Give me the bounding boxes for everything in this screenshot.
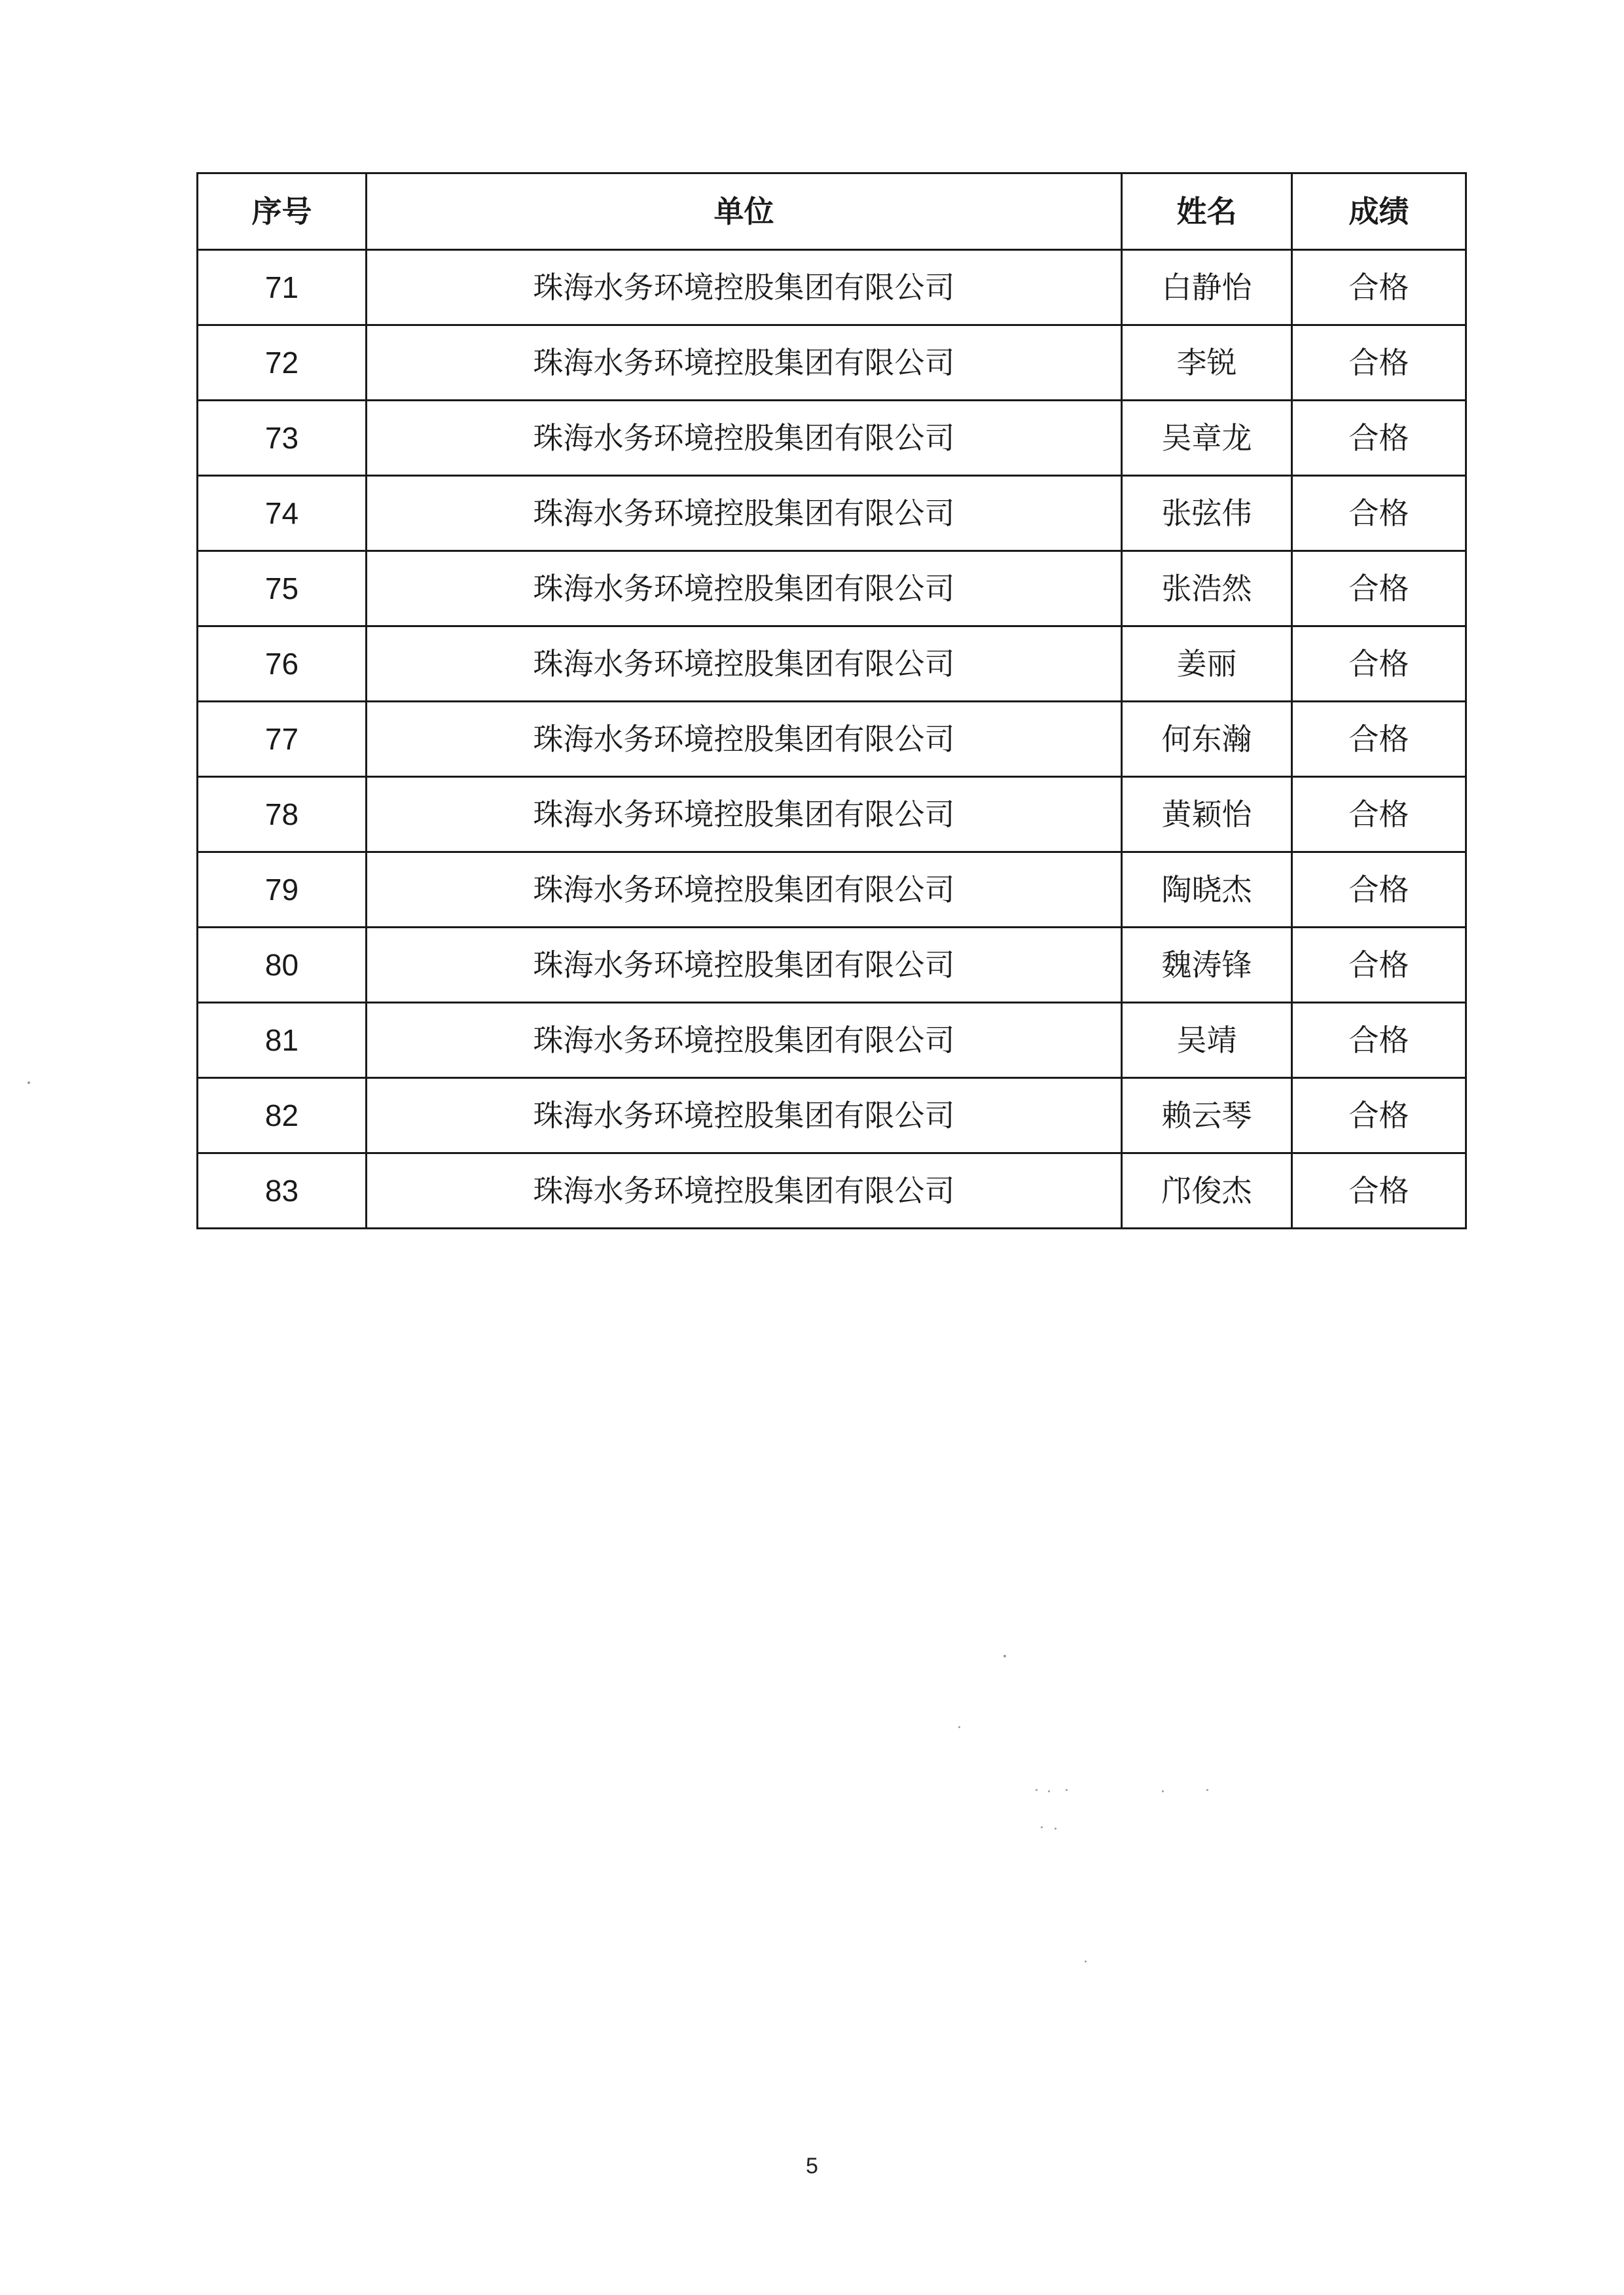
table-row (198, 852, 1466, 928)
row-result: 合格 (1292, 325, 1466, 401)
row-unit: 珠海水务环境控股集团有限公司 (367, 1078, 1122, 1153)
table-row (198, 928, 1466, 1003)
scan-speck (1055, 1828, 1056, 1830)
row-index: 77 (198, 702, 367, 777)
row-name: 张弦伟 (1122, 476, 1292, 551)
row-name: 陶晓杰 (1122, 852, 1292, 928)
row-name: 黄颖怡 (1122, 777, 1292, 852)
row-result: 合格 (1292, 1078, 1466, 1153)
results-table (196, 172, 1467, 1229)
table-body (198, 250, 1466, 1229)
row-result: 合格 (1292, 250, 1466, 325)
scan-speck (1003, 1655, 1006, 1657)
table-header (198, 173, 1466, 250)
scan-speck (1206, 1789, 1208, 1791)
table-row (198, 1003, 1466, 1078)
scan-speck (1162, 1790, 1164, 1792)
table-row (198, 476, 1466, 551)
row-name: 吴靖 (1122, 1003, 1292, 1078)
row-unit: 珠海水务环境控股集团有限公司 (367, 852, 1122, 928)
header-result: 成绩 (1292, 173, 1466, 250)
row-name: 赖云琴 (1122, 1078, 1292, 1153)
row-index: 80 (198, 928, 367, 1003)
header-unit: 单位 (367, 173, 1122, 250)
row-result: 合格 (1292, 928, 1466, 1003)
scan-speck (958, 1726, 960, 1728)
scan-speck (1085, 1961, 1087, 1962)
row-unit: 珠海水务环境控股集团有限公司 (367, 777, 1122, 852)
row-index: 81 (198, 1003, 367, 1078)
row-unit: 珠海水务环境控股集团有限公司 (367, 476, 1122, 551)
scan-speck (27, 1081, 30, 1084)
row-result: 合格 (1292, 476, 1466, 551)
row-result: 合格 (1292, 1003, 1466, 1078)
row-unit: 珠海水务环境控股集团有限公司 (367, 928, 1122, 1003)
table-row (198, 1153, 1466, 1229)
row-index: 71 (198, 250, 367, 325)
row-result: 合格 (1292, 626, 1466, 702)
row-index: 82 (198, 1078, 367, 1153)
table-row (198, 250, 1466, 325)
row-name: 魏涛锋 (1122, 928, 1292, 1003)
row-unit: 珠海水务环境控股集团有限公司 (367, 1003, 1122, 1078)
table-row (198, 626, 1466, 702)
row-unit: 珠海水务环境控股集团有限公司 (367, 702, 1122, 777)
row-index: 76 (198, 626, 367, 702)
row-index: 74 (198, 476, 367, 551)
row-index: 78 (198, 777, 367, 852)
row-name: 吴章龙 (1122, 401, 1292, 476)
table-row (198, 1078, 1466, 1153)
row-unit: 珠海水务环境控股集团有限公司 (367, 250, 1122, 325)
row-unit: 珠海水务环境控股集团有限公司 (367, 551, 1122, 626)
row-name: 张浩然 (1122, 551, 1292, 626)
scan-speck (1041, 1826, 1043, 1828)
row-index: 73 (198, 401, 367, 476)
row-index: 83 (198, 1153, 367, 1229)
row-index: 79 (198, 852, 367, 928)
header-index: 序号 (198, 173, 367, 250)
row-result: 合格 (1292, 702, 1466, 777)
row-unit: 珠海水务环境控股集团有限公司 (367, 401, 1122, 476)
row-unit: 珠海水务环境控股集团有限公司 (367, 1153, 1122, 1229)
row-result: 合格 (1292, 777, 1466, 852)
row-result: 合格 (1292, 401, 1466, 476)
row-result: 合格 (1292, 551, 1466, 626)
row-index: 75 (198, 551, 367, 626)
row-index: 72 (198, 325, 367, 401)
table-row (198, 702, 1466, 777)
scan-speck (1036, 1789, 1038, 1791)
table-row (198, 777, 1466, 852)
row-result: 合格 (1292, 1153, 1466, 1229)
row-unit: 珠海水务环境控股集团有限公司 (367, 325, 1122, 401)
table-row (198, 401, 1466, 476)
row-unit: 珠海水务环境控股集团有限公司 (367, 626, 1122, 702)
page-number: 5 (806, 2154, 818, 2178)
row-name: 何东瀚 (1122, 702, 1292, 777)
row-name: 白静怡 (1122, 250, 1292, 325)
row-result: 合格 (1292, 852, 1466, 928)
scan-speck (1048, 1790, 1050, 1792)
row-name: 邝俊杰 (1122, 1153, 1292, 1229)
header-name: 姓名 (1122, 173, 1292, 250)
scan-speck (1066, 1789, 1068, 1791)
header-row (198, 173, 1466, 250)
table-row (198, 551, 1466, 626)
row-name: 李锐 (1122, 325, 1292, 401)
table-row (198, 325, 1466, 401)
row-name: 姜丽 (1122, 626, 1292, 702)
